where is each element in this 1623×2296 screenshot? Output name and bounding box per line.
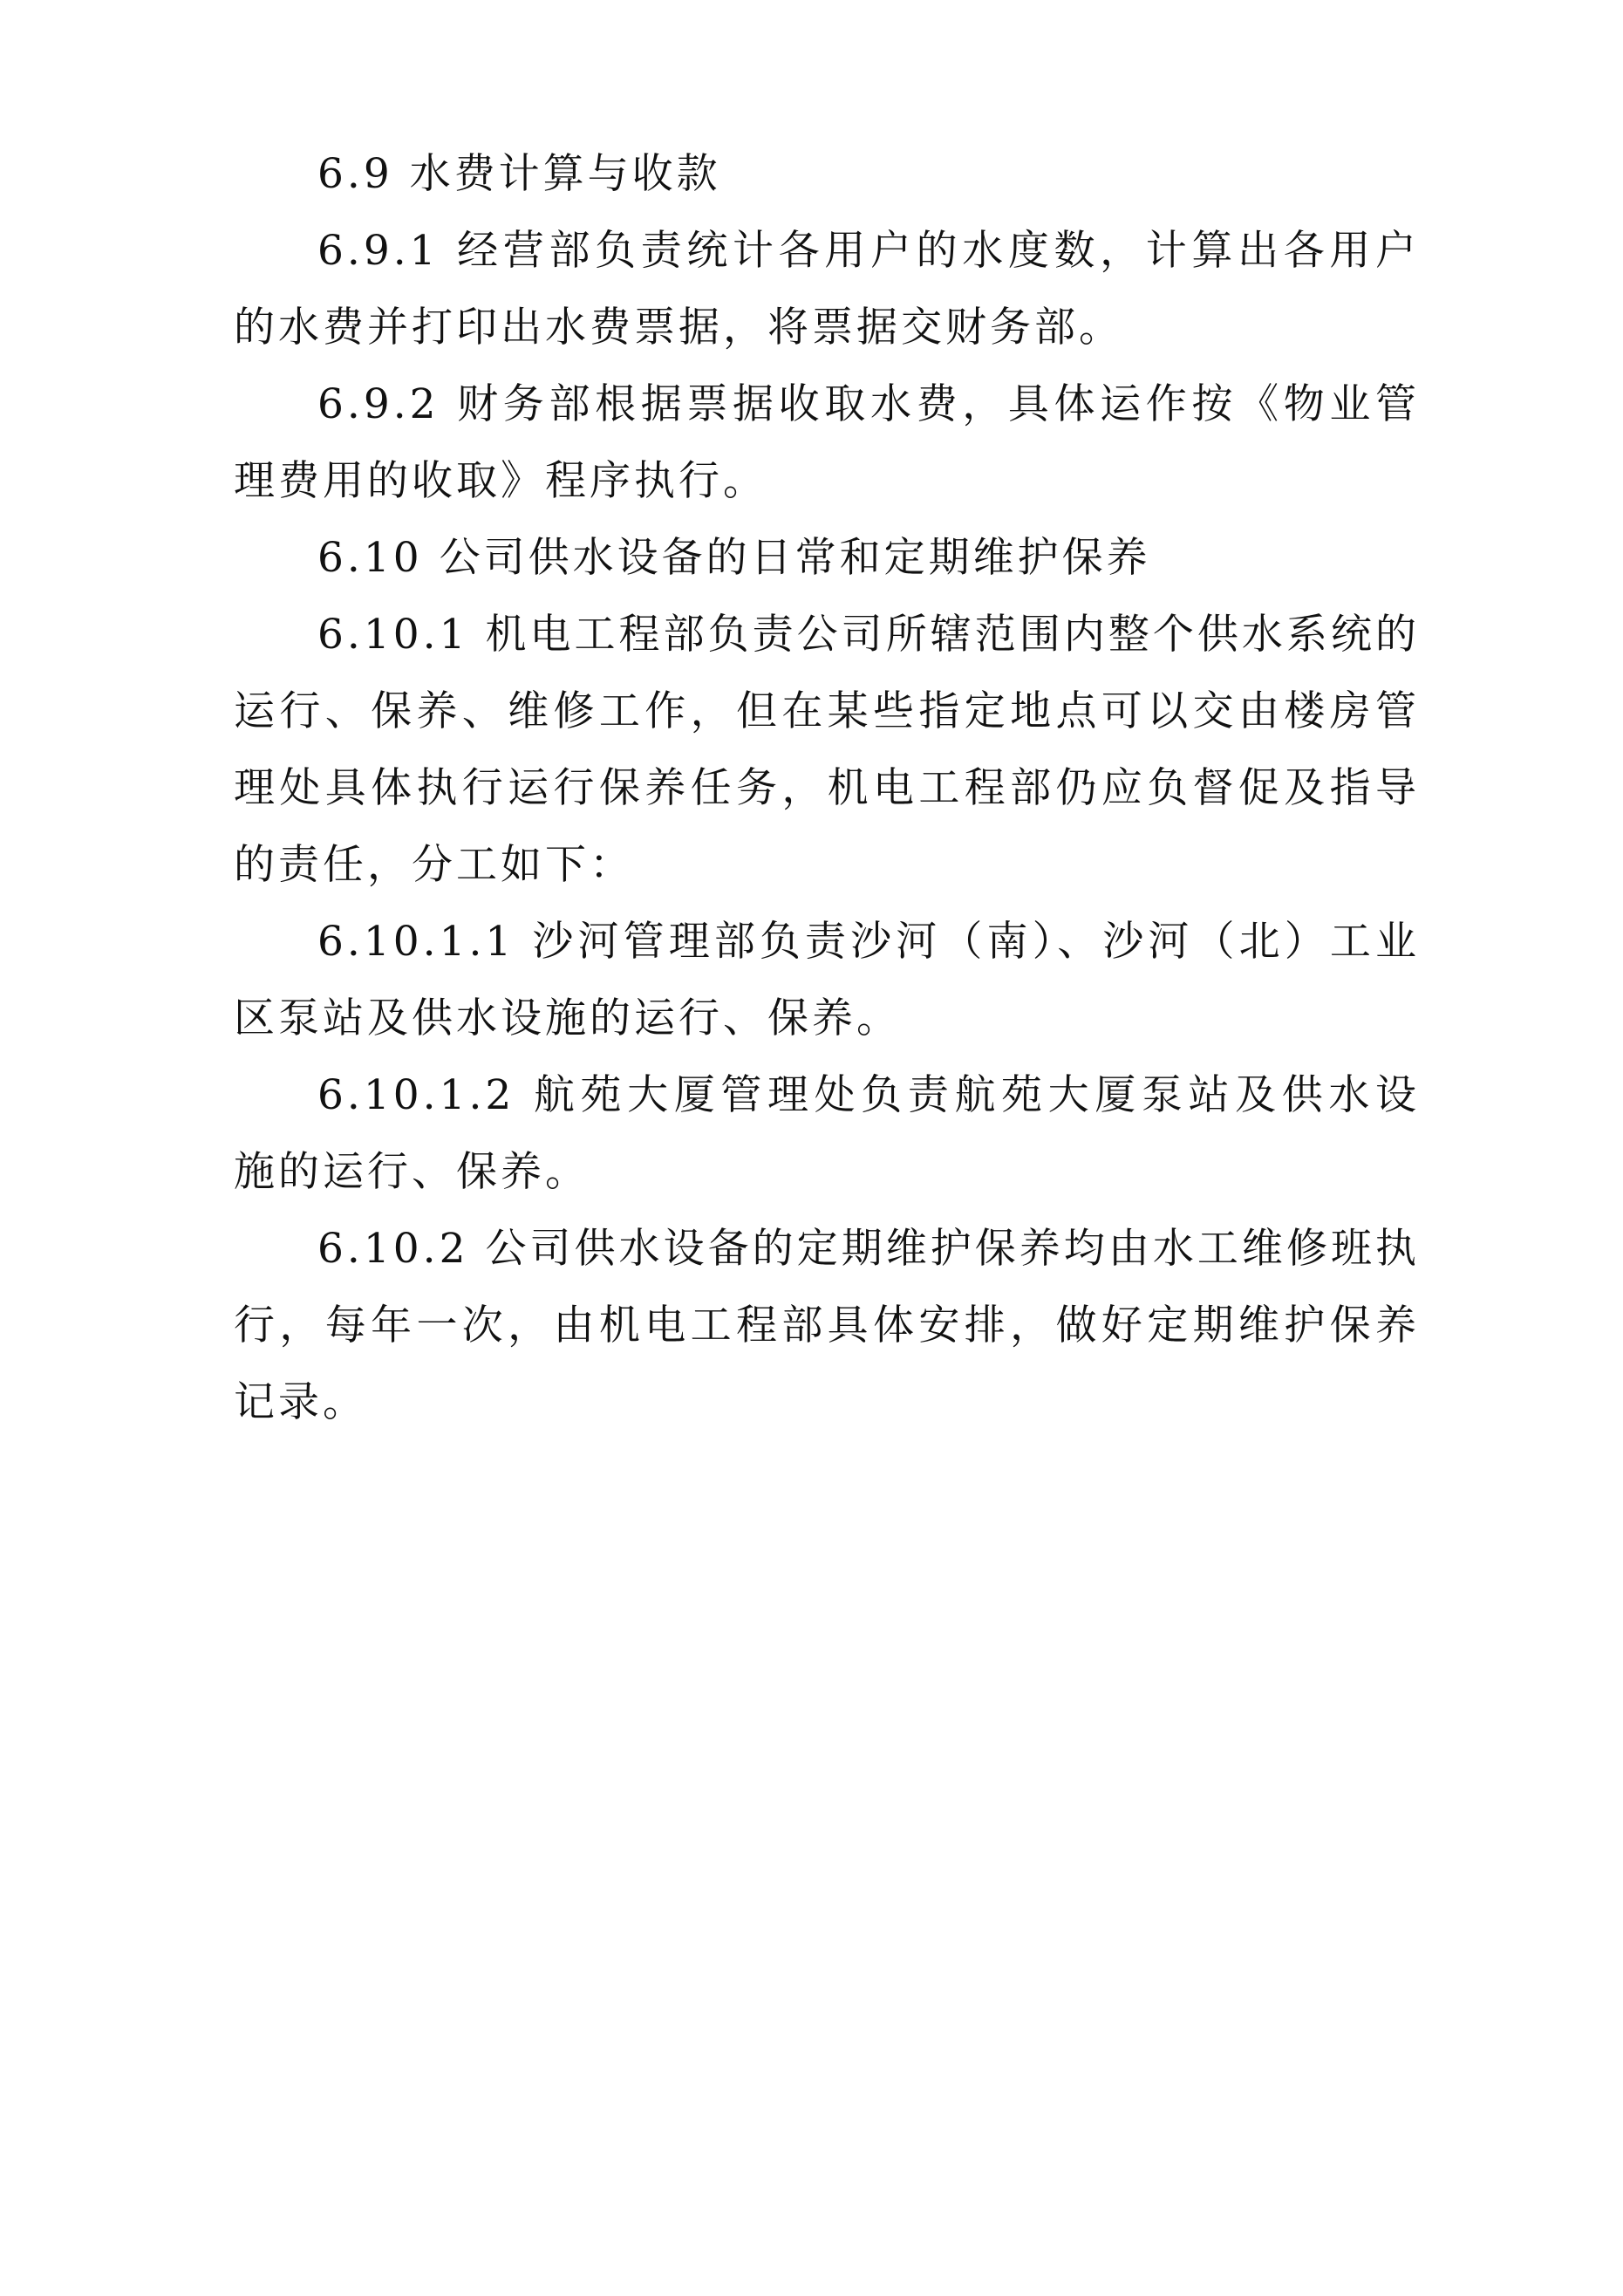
paragraph-6-10-1-1: 6.10.1.1 沙河管理部负责沙河（南）、沙河（北）工业区泵站及供水设施的运行、保养。	[234, 918, 1420, 1042]
paragraph-6-10-2: 6.10.2 公司供水设备的定期维护保养均由水工维修班执行，每年一次，由机电工程部具体安排，做好定期维护保养记录。	[234, 1225, 1420, 1426]
section-heading-6-10: 6.10 公司供水设备的日常和定期维护保养	[317, 534, 1151, 582]
paragraph-6-9-2: 6.9.2 财务部根据票据收取水费，具体运作按《物业管理费用的收取》程序执行。	[234, 380, 1420, 505]
document-body	[234, 136, 1420, 1441]
paragraph-6-10-1: 6.10.1 机电工程部负责公司所辖范围内整个供水系统的运行、保养、维修工作，但在某些指定地点可以交由楼房管理处具体执行运行保养任务，机电工程部仍应负督促及指导的责任，分工如下：	[234, 611, 1420, 889]
paragraph-6-9-1: 6.9.1 经营部负责统计各用户的水度数，计算出各用户的水费并打印出水费票据，将票据交财务部。	[234, 227, 1420, 352]
section-heading-6-9: 6.9 水费计算与收款	[317, 150, 721, 198]
paragraph-6-10-1-2: 6.10.1.2 航苑大厦管理处负责航苑大厦泵站及供水设施的运行、保养。	[234, 1071, 1420, 1196]
